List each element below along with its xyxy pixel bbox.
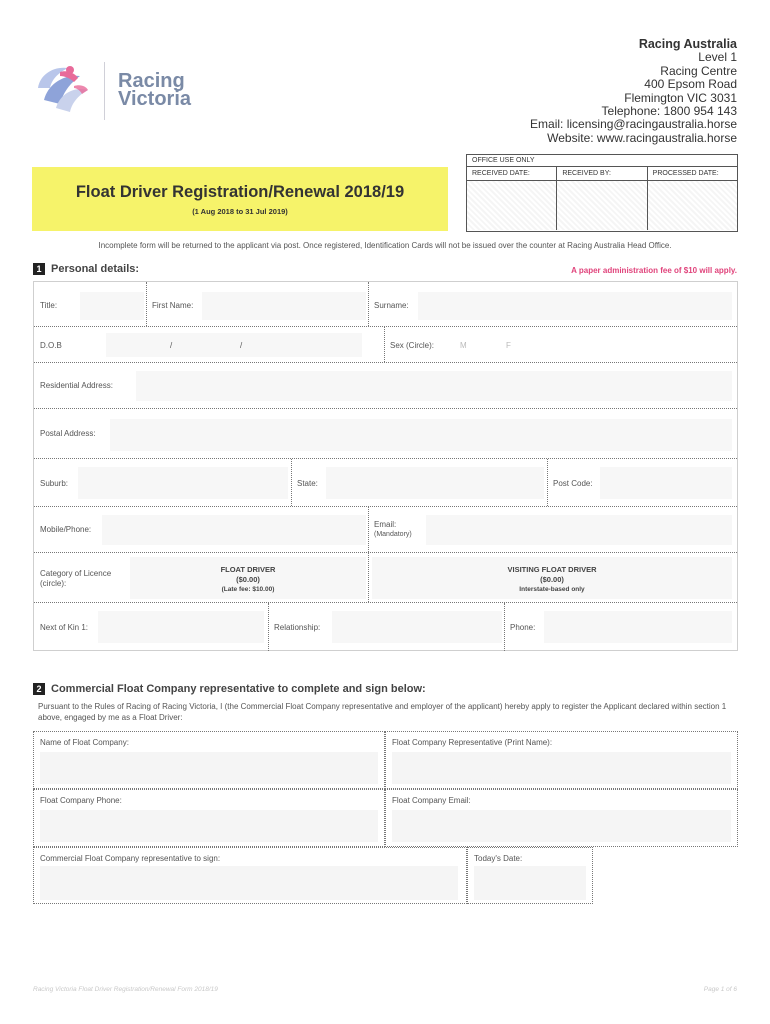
postal-address-label: Postal Address: <box>40 429 96 438</box>
office-use-table <box>466 154 738 232</box>
relationship-field[interactable] <box>332 611 502 643</box>
signature-label: Commercial Float Company representative to sign: <box>40 854 221 863</box>
suburb-row <box>34 459 737 507</box>
next-of-kin-row <box>34 603 737 651</box>
divider <box>268 603 269 651</box>
email-label: Email: <box>374 520 397 529</box>
address-block <box>530 38 737 145</box>
section1-title: Personal details: <box>51 263 140 275</box>
title-label: Title: <box>40 301 58 310</box>
date-label: Today's Date: <box>474 854 523 863</box>
company-email-box <box>385 789 738 847</box>
section1-heading <box>33 263 139 275</box>
company-name-label: Name of Float Company: <box>40 738 129 747</box>
dob-label: D.O.B <box>40 341 62 350</box>
company-name-box <box>33 731 385 789</box>
divider <box>384 327 385 362</box>
residential-address-label: Residential Address: <box>40 381 113 390</box>
visiting-price: ($0.00) <box>540 575 564 584</box>
received-date-field <box>467 181 557 230</box>
visiting-label: VISITING FLOAT DRIVER <box>507 565 597 574</box>
divider <box>146 282 147 326</box>
title-field[interactable] <box>80 292 144 320</box>
float-driver-late-fee: (Late fee: $10.00) <box>221 586 275 593</box>
relationship-label: Relationship: <box>274 623 321 632</box>
page-title: Float Driver Registration/Renewal 2018/19 <box>75 183 405 201</box>
phone-label: Phone: <box>510 623 536 632</box>
name-row <box>34 282 737 327</box>
state-field[interactable] <box>326 467 544 499</box>
postcode-label: Post Code: <box>553 479 593 488</box>
visiting-float-driver-option[interactable] <box>372 565 732 595</box>
dob-slash: / <box>170 341 173 350</box>
surname-field[interactable] <box>418 292 732 320</box>
address-org: Racing Australia <box>638 37 737 51</box>
suburb-label: Suburb: <box>40 479 69 488</box>
category-label: Category of Licence <box>40 569 112 578</box>
float-driver-label: FLOAT DRIVER <box>220 565 276 574</box>
suburb-field[interactable] <box>78 467 288 499</box>
office-col-received-date: RECEIVED DATE: <box>467 167 557 180</box>
section2-number: 2 <box>33 683 45 695</box>
date-box <box>467 847 593 904</box>
date-field[interactable] <box>474 866 586 900</box>
float-driver-price: ($0.00) <box>236 575 260 584</box>
rep-name-label: Float Company Representative (Print Name): <box>392 738 553 747</box>
processed-date-field <box>648 181 737 230</box>
signature-field[interactable] <box>40 866 458 900</box>
footer-form-name: Racing Victoria Float Driver Registration/Renewal Form 2018/19 <box>33 986 218 993</box>
divider <box>368 553 369 602</box>
sex-option-f[interactable]: F <box>506 341 511 350</box>
office-use-header: OFFICE USE ONLY <box>467 155 737 167</box>
address-line: Level 1 <box>698 50 737 65</box>
next-of-kin-field[interactable] <box>98 611 264 643</box>
float-company-form <box>33 731 738 904</box>
received-by-field <box>557 181 647 230</box>
mobile-field[interactable] <box>102 515 366 545</box>
notice-text: Incomplete form will be returned to the applicant via post. Once registered, Identification Cards will not be issued over the counter at Racing Australia Head Office. <box>98 241 672 250</box>
section2-declaration: Pursuant to the Rules of Racing of Racing Victoria, I (the Commercial Float Company representative and employer of the applicant) hereby apply to register the Applicant declared within section 1 above, engaged by me as a Float Driver: <box>38 702 727 722</box>
company-email-label: Float Company Email: <box>392 796 471 805</box>
dob-slash: / <box>240 341 243 350</box>
residential-address-field[interactable] <box>136 371 732 401</box>
divider <box>504 603 505 651</box>
address-line: Flemington VIC 3031 <box>624 90 737 105</box>
residential-address-row <box>34 363 737 409</box>
section2-title: Commercial Float Company representative to complete and sign below: <box>51 683 426 695</box>
company-phone-box <box>33 789 385 847</box>
office-col-processed-date: PROCESSED DATE: <box>652 170 719 177</box>
company-phone-field[interactable] <box>40 810 378 842</box>
logo-line1: Racing <box>118 70 185 92</box>
first-name-label: First Name: <box>152 301 194 310</box>
company-phone-label: Float Company Phone: <box>40 796 122 805</box>
postal-address-row <box>34 409 737 459</box>
divider <box>368 282 369 326</box>
dob-row <box>34 327 737 363</box>
address-line: 400 Epsom Road <box>644 77 737 92</box>
signature-box <box>33 847 467 904</box>
company-name-field[interactable] <box>40 752 378 784</box>
section2-heading <box>33 683 426 695</box>
logo-line2: Victoria <box>118 88 191 110</box>
company-email-field[interactable] <box>392 810 731 842</box>
postal-address-field[interactable] <box>110 419 732 451</box>
divider <box>368 507 369 552</box>
sex-option-m[interactable]: M <box>460 341 467 350</box>
fee-notice: A paper administration fee of $10 will apply. <box>571 266 737 275</box>
divider <box>291 459 292 506</box>
email-mandatory-note: (Mandatory) <box>374 531 412 538</box>
category-label-circle: (circle): <box>40 579 67 588</box>
postcode-field[interactable] <box>600 467 732 499</box>
divider <box>547 459 548 506</box>
section1-number: 1 <box>33 263 45 275</box>
horse-rider-icon <box>30 60 100 120</box>
personal-details-form <box>33 281 738 651</box>
rep-name-field[interactable] <box>392 752 731 784</box>
address-line: Telephone: 1800 954 143 <box>601 104 737 119</box>
category-row <box>34 553 737 603</box>
float-driver-option[interactable] <box>130 565 366 595</box>
page-subtitle: (1 Aug 2018 to 31 Jul 2019) <box>192 207 288 216</box>
surname-label: Surname: <box>374 301 409 310</box>
sex-label: Sex (Circle): <box>390 341 435 350</box>
racing-victoria-logo <box>30 60 102 120</box>
state-label: State: <box>297 479 318 488</box>
contact-row <box>34 507 737 553</box>
phone-field[interactable] <box>544 611 732 643</box>
logo-text <box>118 72 191 108</box>
title-box <box>32 167 448 231</box>
logo-divider <box>104 62 105 120</box>
address-line: Racing Centre <box>660 63 737 78</box>
office-col-received-by: RECEIVED BY: <box>557 167 647 180</box>
footer-page-number: Page 1 of 6 <box>703 986 737 993</box>
first-name-field[interactable] <box>202 292 366 320</box>
next-of-kin-label: Next of Kin 1: <box>40 623 89 632</box>
rep-name-box <box>385 731 738 789</box>
email-field[interactable] <box>426 515 732 545</box>
dob-field[interactable] <box>106 333 362 357</box>
visiting-note: Interstate-based only <box>519 586 585 593</box>
address-line: Website: www.racingaustralia.horse <box>547 130 737 145</box>
address-line: Email: licensing@racingaustralia.horse <box>530 117 737 132</box>
mobile-label: Mobile/Phone: <box>40 525 92 534</box>
